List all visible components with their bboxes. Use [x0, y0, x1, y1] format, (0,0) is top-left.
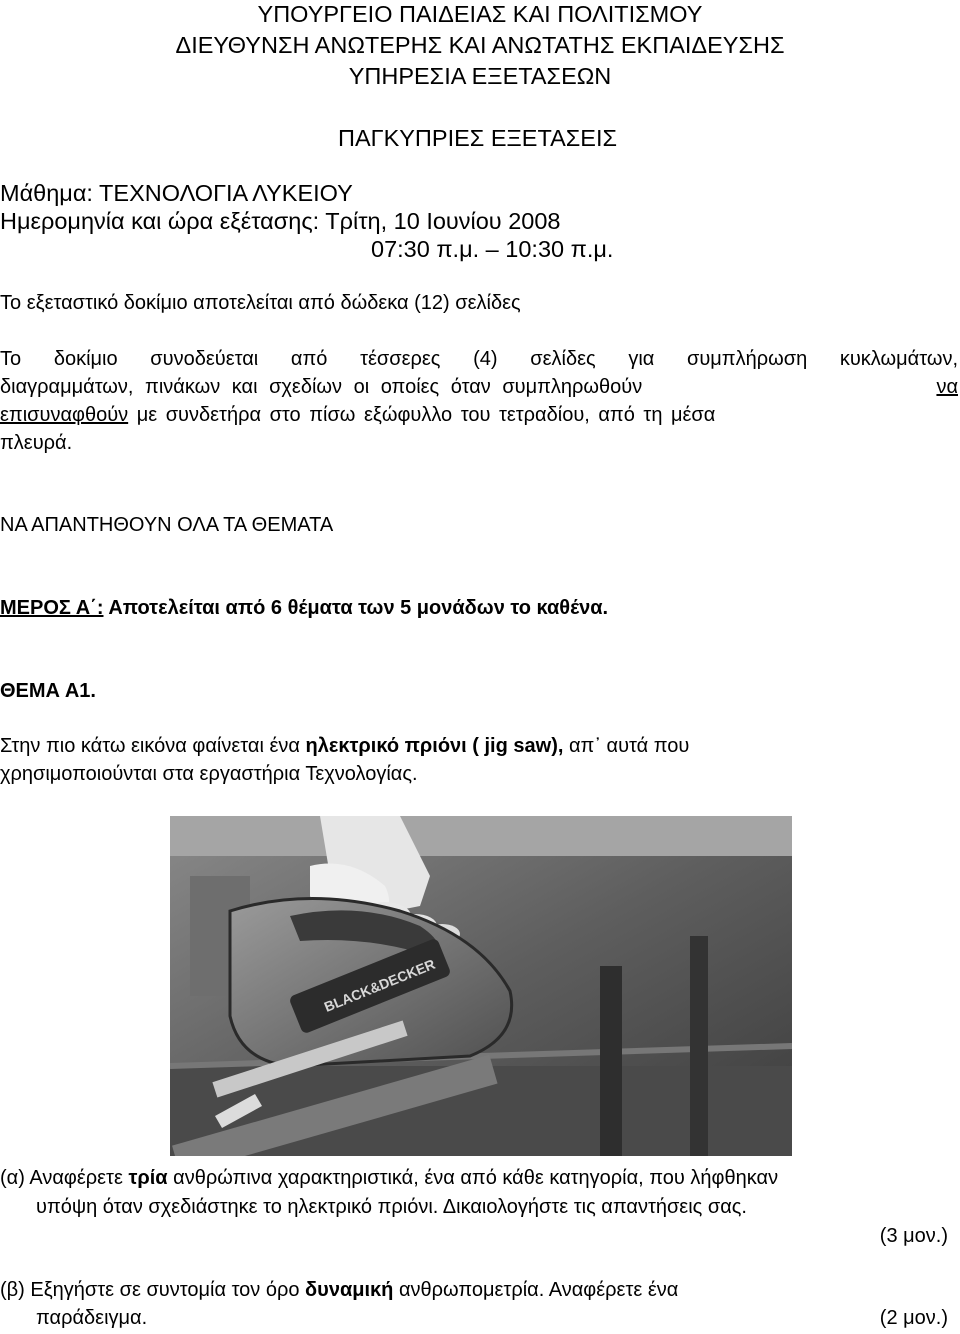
ministry-title: ΥΠΟΥΡΓΕΙΟ ΠΑΙΔΕΙΑΣ ΚΑΙ ΠΟΛΙΤΙΣΜΟΥ: [257, 1, 703, 27]
attachment-note-underlined-na: να: [936, 376, 958, 398]
saw-brand-label: BLACK&DECKER: [321, 955, 438, 1015]
part-a-description: Αποτελείται από 6 θέματα των 5 μονάδων το καθένα.: [108, 597, 609, 619]
subq-a-bold: τρία: [128, 1167, 168, 1189]
directorate-title: ΔΙΕΥΘΥΝΣΗ ΑΝΩΤΕΡΗΣ ΚΑΙ ΑΝΩΤΑΤΗΣ ΕΚΠΑΙΔΕΥΣΗΣ: [175, 32, 785, 58]
subq-b-bold: δυναμική: [305, 1279, 394, 1301]
attachment-note-line3: [0, 404, 958, 427]
attachment-note-underlined-word: επισυναφθούν: [0, 404, 129, 426]
subq-b-marks: (2 μον.): [879, 1307, 948, 1329]
part-a-label: ΜΕΡΟΣ Α΄:: [0, 597, 104, 619]
time-line: 07:30 π.μ. – 10:30 π.μ.: [371, 236, 614, 262]
subq-a-marks: (3 μον.): [879, 1225, 948, 1247]
subq-b-line1: [0, 1279, 678, 1302]
question-line2: χρησιμοποιούνται στα εργαστήρια Τεχνολογίας.: [0, 763, 418, 785]
instruction-heading: ΝΑ ΑΠΑΝΤΗΘΟΥΝ ΟΛΑ ΤΑ ΘΕΜΑΤΑ: [0, 514, 334, 536]
question-line1: [0, 735, 689, 758]
question-line1-a: Στην πιο κάτω εικόνα φαίνεται ένα: [0, 735, 300, 757]
pages-note: Το εξεταστικό δοκίμιο αποτελείται από δώδεκα (12) σελίδες: [0, 292, 521, 314]
exam-name: ΠΑΓΚΥΠΡΙΕΣ ΕΞΕΤΑΣΕΙΣ: [338, 125, 618, 151]
attachment-note-line4: πλευρά.: [0, 432, 73, 454]
attachment-note-line2: [0, 376, 958, 399]
question-line1-bold: ηλεκτρικό πριόνι ( jig saw),: [305, 735, 564, 757]
question-title: ΘΕΜΑ Α1.: [0, 680, 96, 702]
date-line: Ημερομηνία και ώρα εξέτασης: Τρίτη, 10 Ιουνίου 2008: [0, 208, 561, 234]
subq-a-line2: υπόψη όταν σχεδιάστηκε το ηλεκτρικό πριόνι. Δικαιολογήστε τις απαντήσεις σας.: [36, 1196, 747, 1218]
subq-b-line2: παράδειγμα.: [36, 1307, 148, 1329]
service-title: ΥΠΗΡΕΣΙΑ ΕΞΕΤΑΣΕΩΝ: [348, 63, 612, 89]
subq-b-line1-c: ανθρωπομετρία. Αναφέρετε ένα: [398, 1279, 679, 1301]
subq-a-line1-a: (α) Αναφέρετε: [0, 1167, 123, 1189]
jig-saw-photo: [170, 816, 792, 1156]
attachment-note-line1: Το δοκίμιο συνοδεύεται από τέσσερες (4) σελίδες για συμπλήρωση κυκλωμάτων,: [0, 348, 958, 370]
part-a-heading: [0, 597, 608, 620]
subq-a-line1: [0, 1167, 778, 1190]
subject-line: Μάθημα: ΤΕΧΝΟΛΟΓΙΑ ΛΥΚΕΙΟΥ: [0, 180, 353, 206]
subq-b-line1-a: (β) Εξηγήστε σε συντομία τον όρο: [0, 1279, 300, 1301]
subq-a-line1-c: ανθρώπινα χαρακτηριστικά, ένα από κάθε κατηγορία, που λήφθηκαν: [173, 1167, 779, 1189]
jig-saw-photo-graphic: [170, 816, 792, 1156]
question-line1-c: απ᾽ αυτά που: [568, 735, 690, 757]
attachment-note-line2-text: διαγραμμάτων, πινάκων και σχεδίων οι οποίες όταν συμπληρωθούν: [0, 376, 643, 398]
attachment-note-line3-text: με συνδετήρα στο πίσω εξώφυλλο του τετραδίου, από τη μέσα: [136, 404, 716, 426]
